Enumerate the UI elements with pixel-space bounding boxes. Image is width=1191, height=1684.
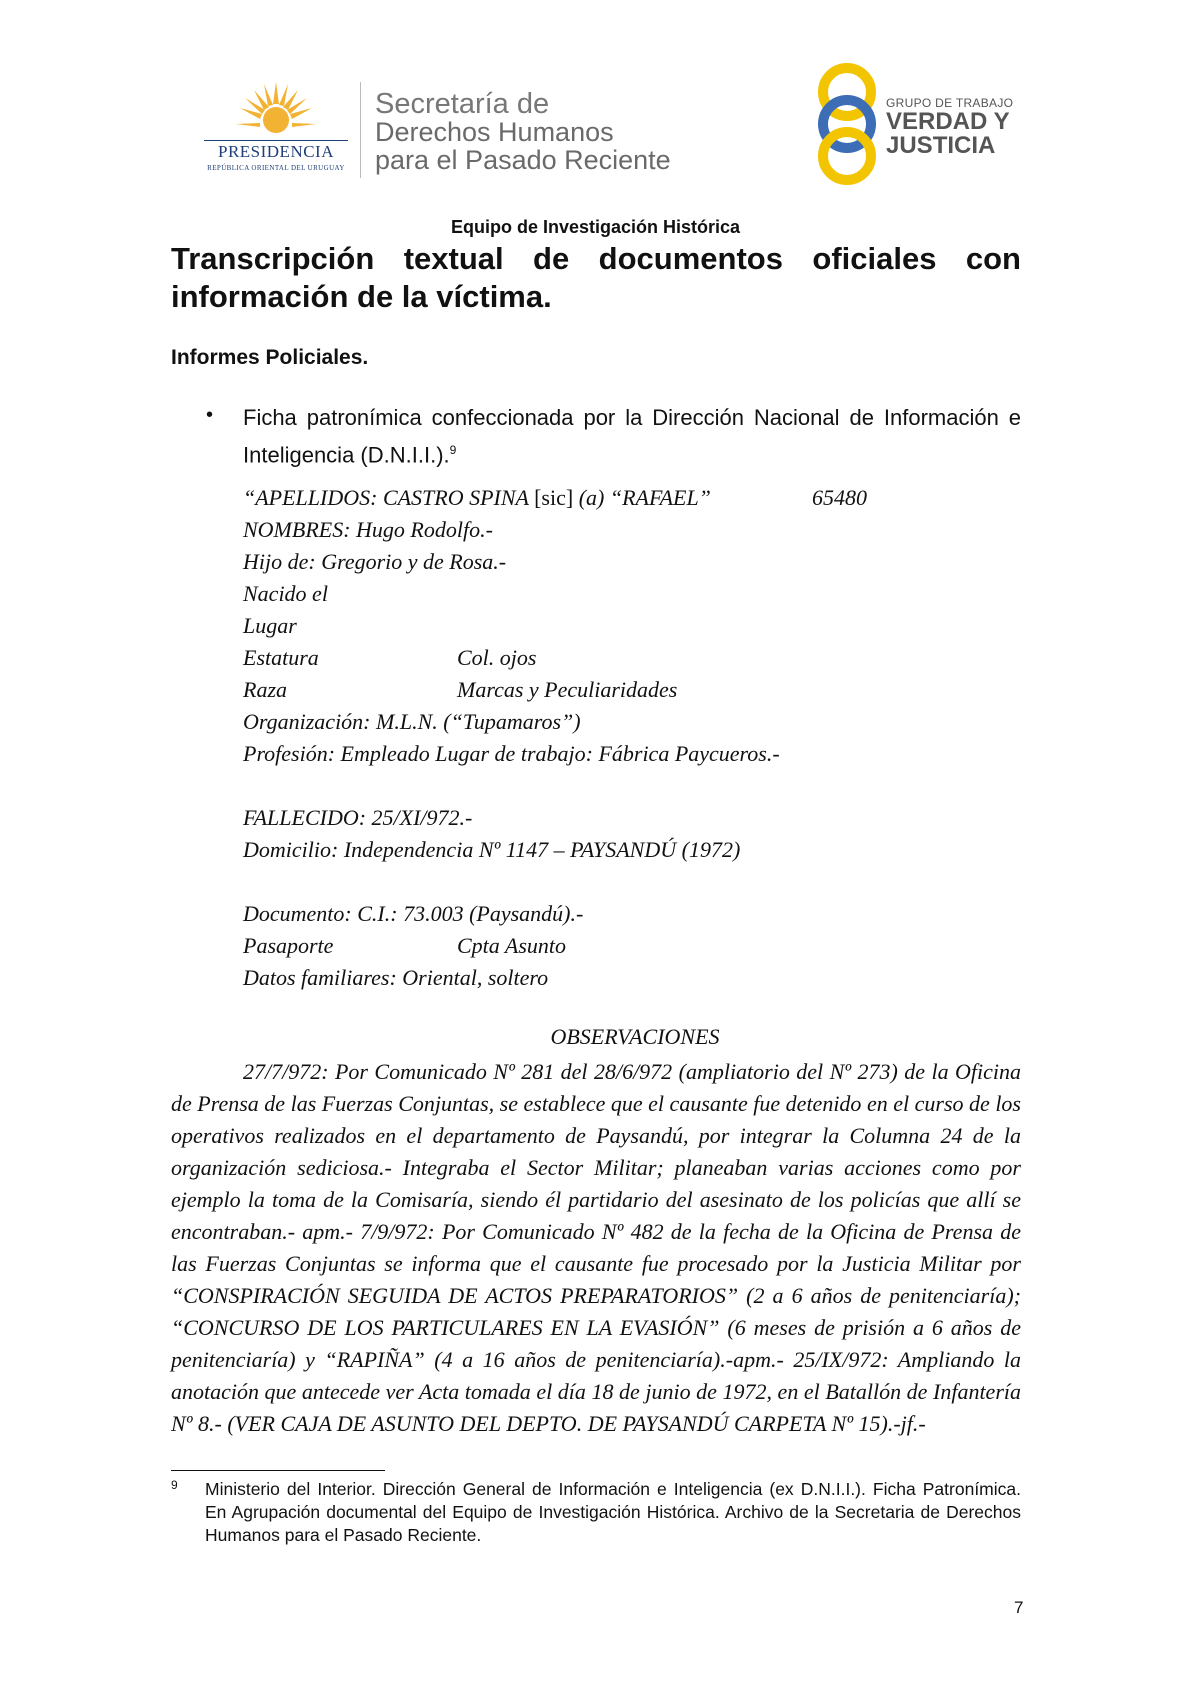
- interlocking-rings-icon: [814, 62, 880, 187]
- ficha-raza: Raza: [243, 677, 287, 702]
- ficha-lugar: Lugar: [243, 613, 297, 638]
- apellidos-label: “APELLIDOS: CASTRO SPINA: [243, 485, 535, 510]
- sun-emblem-icon: [236, 80, 316, 142]
- ficha-hijo: Hijo de: Gregorio y de Rosa.-: [243, 549, 507, 574]
- ficha-profesion: Profesión: Empleado Lugar de trabajo: Fábrica Paycueros.-: [243, 741, 780, 766]
- ficha-col-ojos: Col. ojos: [457, 645, 537, 670]
- logo-divider: [204, 140, 348, 141]
- bullet-item: [243, 402, 1021, 471]
- gtvj-logo: [814, 62, 1014, 187]
- ficha-documento: Documento: C.I.: 73.003 (Paysandú).-: [243, 901, 584, 926]
- observaciones-body: 27/7/972: Por Comunicado Nº 281 del 28/6/972 (ampliatorio del Nº 273) de la Oficina de Prensa de las Fuerzas Conjuntas, se establece que el causante fue detenido en el curso de los operativos realizados en el departamento de Paysandú, por integrar la Columna 24 de la organización sediciosa.- Integraba el Sector Militar; planeaban varias acciones como por ejemplo la toma de la Comisaría, siendo él partidario del asesinato de los policías que allí se encontraban.- apm.- 7/9/972: Por Comunicado Nº 482 de la fecha de la Oficina de Prensa de las Fuerzas Conjuntas se informa que el causante fue procesado por la Justicia Militar por “CONSPIRACIÓN SEGUIDA DE ACTOS PREPARATORIOS” (2 a 6 años de penitenciaría); “CONCURSO DE LOS PARTICULARES EN LA EVASIÓN” (6 meses de prisión a 6 años de penitenciaría) y “RAPIÑA” (4 a 16 años de penitenciaría).-apm.- 25/IX/972: Ampliando la anotación que antecede ver Acta tomada el día 18 de junio de 1972, en el Batallón de Infantería Nº 8.- (VER CAJA DE ASUNTO DEL DEPTO. DE PAYSANDÚ CARPETA Nº 15).-jf.-: [171, 1059, 1021, 1436]
- ficha-cpta-asunto: Cpta Asunto: [457, 933, 567, 958]
- gtvj-line-3: JUSTICIA: [886, 132, 996, 159]
- ficha-marcas: Marcas y Peculiaridades: [457, 677, 678, 702]
- secretaria-line-1: Secretaría de: [375, 88, 550, 120]
- ficha-fallecido: FALLECIDO: 25/XI/972.-: [243, 805, 473, 830]
- page-title: Transcripción textual de documentos oficiales con información de la víctima.: [171, 241, 1021, 314]
- gtvj-line-1: GRUPO DE TRABAJO: [886, 96, 1014, 110]
- secretaria-logo-text: [375, 90, 671, 174]
- ficha-nacido: Nacido el: [243, 581, 328, 606]
- presidencia-wordmark: PRESIDENCIA: [217, 142, 334, 161]
- sic-mark: [sic]: [534, 485, 574, 510]
- ficha-datos-familiares: Datos familiares: Oriental, soltero: [243, 965, 549, 990]
- secretaria-line-2: Derechos Humanos: [375, 117, 614, 147]
- ficha-domicilio: Domicilio: Independencia Nº 1147 – PAYSANDÚ (1972): [243, 837, 741, 862]
- secretaria-line-3: para el Pasado Reciente: [375, 145, 671, 175]
- ficha-estatura: Estatura: [243, 645, 319, 670]
- alias: (a) “RAFAEL”: [573, 485, 711, 510]
- footnote-divider: [171, 1470, 385, 1471]
- presidencia-subtitle: REPÚBLICA ORIENTAL DEL URUGUAY: [207, 164, 345, 172]
- footnote-ref: 9: [449, 443, 457, 457]
- presidencia-logo: [196, 80, 356, 180]
- bullet-item-text: Ficha patronímica confeccionada por la Dirección Nacional de Información e Inteligencia (D.N.I.I.).: [243, 405, 1021, 468]
- footnote-number: 9: [171, 1478, 178, 1492]
- ficha-nombres: NOMBRES: Hugo Rodolfo.-: [243, 517, 493, 542]
- ficha-apellidos: [243, 482, 711, 514]
- observaciones-heading: OBSERVACIONES: [550, 1024, 720, 1049]
- footnote-text: Ministerio del Interior. Dirección General de Información e Inteligencia (ex D.N.I.I.). Ficha Patronímica. En Agrupación documental del Equipo de Investigación Histórica. Archivo de la Secretaria de Derechos Humanos para el Pasado Reciente.: [205, 1479, 1021, 1545]
- bullet-icon: •: [206, 404, 214, 426]
- team-heading: Equipo de Investigación Histórica: [450, 217, 741, 237]
- ficha-numero: 65480: [812, 485, 867, 510]
- page-number: 7: [1014, 1598, 1024, 1617]
- header-divider: [360, 82, 361, 178]
- ficha-organizacion: Organización: M.L.N. (“Tupamaros”): [243, 709, 581, 734]
- gtvj-line-2: VERDAD Y: [886, 108, 1010, 135]
- ficha-pasaporte: Pasaporte: [243, 933, 334, 958]
- section-heading: Informes Policiales.: [171, 346, 369, 369]
